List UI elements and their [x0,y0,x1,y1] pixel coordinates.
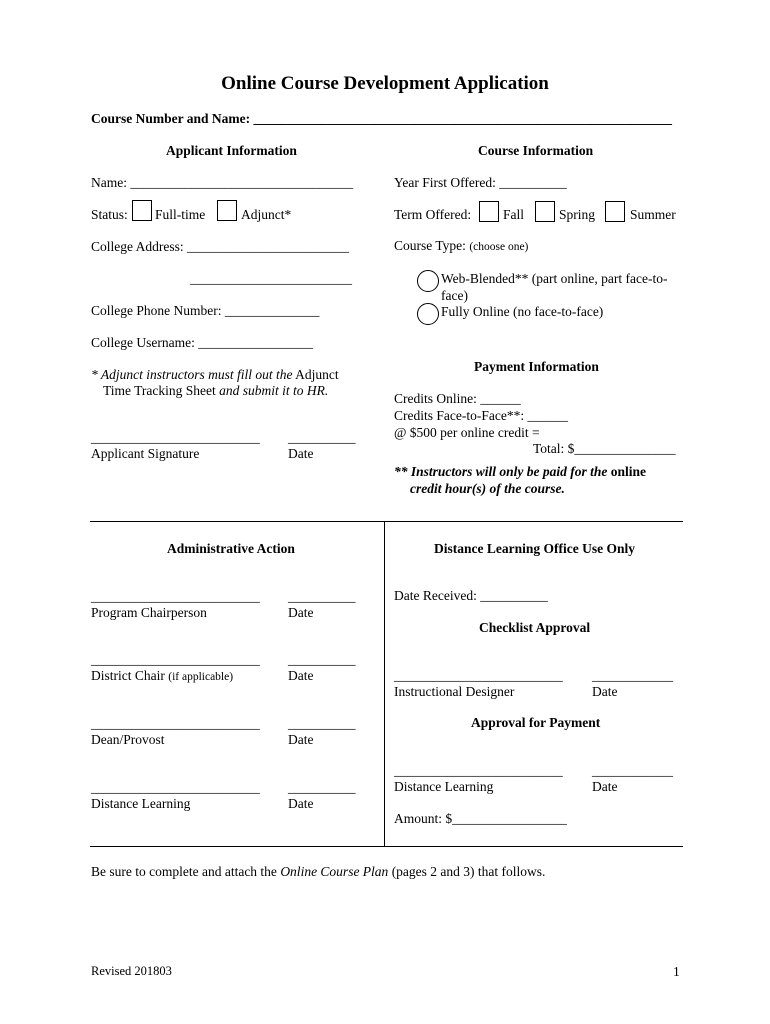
applicant-date-line[interactable]: __________ [288,430,356,445]
course-type-text: Course Type: [394,238,466,253]
course-number-name-field[interactable]: Course Number and Name: ______________________________________________________________ [91,111,672,126]
program-chair-date-label: Date [288,605,314,620]
course-type-note: (choose one) [469,241,529,253]
payment-info-heading: Payment Information [474,359,599,374]
dean-provost-label: Dean/Provost [91,732,165,747]
fall-label: Fall [503,207,525,222]
section-divider [384,522,385,846]
adjunct-checkbox[interactable] [217,200,237,221]
college-username-field[interactable]: College Username: _________________ [91,335,313,350]
payment-note-line1 [394,464,646,480]
dlo-distance-learning-date-label: Date [592,779,618,794]
checklist-approval-heading: Checklist Approval [479,620,591,635]
fully-online-label: Fully Online (no face-to-face) [441,304,604,319]
distance-learning-label: Distance Learning [91,796,191,811]
dlo-heading: Distance Learning Office Use Only [434,541,635,556]
college-phone-field[interactable]: College Phone Number: ______________ [91,303,320,318]
course-info-heading: Course Information [478,143,594,158]
college-address-line2[interactable]: ________________________ [190,271,352,286]
term-offered-label: Term Offered: [394,207,472,222]
summer-label: Summer [630,207,676,222]
web-blended-radio[interactable] [417,270,439,292]
status-label: Status: [91,207,128,222]
attach-instruction [91,864,545,880]
program-chair-label: Program Chairperson [91,605,207,620]
page-number: 1 [673,964,680,979]
adjunct-label: Adjunct* [241,207,292,222]
instructional-designer-date-label: Date [592,684,618,699]
fall-checkbox[interactable] [479,201,499,222]
payment-note-a: ** Instructors will only be paid for the [394,464,608,479]
dlo-distance-learning-label: Distance Learning [394,779,494,794]
distance-learning-date-label: Date [288,796,314,811]
instructional-designer-date-line[interactable]: ____________ [592,668,673,683]
date-received-field[interactable]: Date Received: __________ [394,588,548,603]
total-field[interactable]: Total: $_______________ [533,441,676,456]
instructional-designer-signature-line[interactable]: _________________________ [394,668,563,683]
page-title: Online Course Development Application [221,73,549,94]
district-chair-date-line[interactable]: __________ [288,652,356,667]
applicant-info-heading: Applicant Information [166,143,297,158]
revised-date: Revised 201803 [91,964,172,978]
instructional-designer-label: Instructional Designer [394,684,515,699]
section-bottom-rule [90,846,683,847]
admin-action-heading: Administrative Action [167,541,295,556]
district-chair-note: (if applicable) [168,671,234,683]
adjunct-note-prefix: * Adjunct instructors must fill out the [91,367,293,382]
online-course-plan-text: Online Course Plan [280,864,389,879]
attach-instruction-a: Be sure to complete and attach the [91,864,277,879]
dean-provost-date-line[interactable]: __________ [288,716,356,731]
distance-learning-signature-line[interactable]: _________________________ [91,780,260,795]
attach-instruction-c: (pages 2 and 3) that follows. [391,864,546,879]
dlo-distance-learning-signature-line[interactable]: _________________________ [394,763,563,778]
web-blended-label-line2: face) [441,288,468,303]
applicant-date-label: Date [288,446,314,461]
section-top-rule [90,521,683,522]
submit-to-hr-text: and submit it to HR. [219,383,329,398]
name-field[interactable]: Name: _________________________________ [91,175,354,190]
adjunct-note-line1 [91,367,339,383]
spring-checkbox[interactable] [535,201,555,222]
credits-online-field[interactable]: Credits Online: ______ [394,391,521,406]
program-chair-signature-line[interactable]: _________________________ [91,589,260,604]
spring-label: Spring [559,207,596,222]
district-chair-date-label: Date [288,668,314,683]
fully-online-radio[interactable] [417,303,439,325]
amount-field[interactable]: Amount: $_________________ [394,811,567,826]
payment-note-line2: credit hour(s) of the course. [410,481,565,496]
course-type-label [394,238,528,255]
dean-provost-date-label: Date [288,732,314,747]
college-address-field[interactable]: College Address: ________________________ [91,239,349,254]
payment-note-online: online [610,464,647,479]
applicant-signature-line[interactable]: _________________________ [91,430,260,445]
fulltime-checkbox[interactable] [132,200,152,221]
adjunct-note-adjunct: Adjunct [295,367,339,382]
dean-provost-signature-line[interactable]: _________________________ [91,716,260,731]
applicant-signature-label: Applicant Signature [91,446,200,461]
credits-f2f-field[interactable]: Credits Face-to-Face**: ______ [394,408,568,423]
distance-learning-date-line[interactable]: __________ [288,780,356,795]
time-tracking-sheet-text: Time Tracking Sheet [103,383,216,398]
web-blended-label-line1: Web-Blended** (part online, part face-to- [441,271,668,286]
district-chair-signature-line[interactable]: _________________________ [91,652,260,667]
adjunct-note-line2 [103,383,328,399]
district-chair-text: District Chair [91,668,165,683]
district-chair-label [91,668,233,685]
program-chair-date-line[interactable]: __________ [288,589,356,604]
rate-text: @ $500 per online credit = [394,425,540,440]
dlo-distance-learning-date-line[interactable]: ____________ [592,763,673,778]
summer-checkbox[interactable] [605,201,625,222]
fulltime-label: Full-time [155,207,206,222]
year-first-offered-field[interactable]: Year First Offered: __________ [394,175,567,190]
approval-for-payment-heading: Approval for Payment [471,715,601,730]
